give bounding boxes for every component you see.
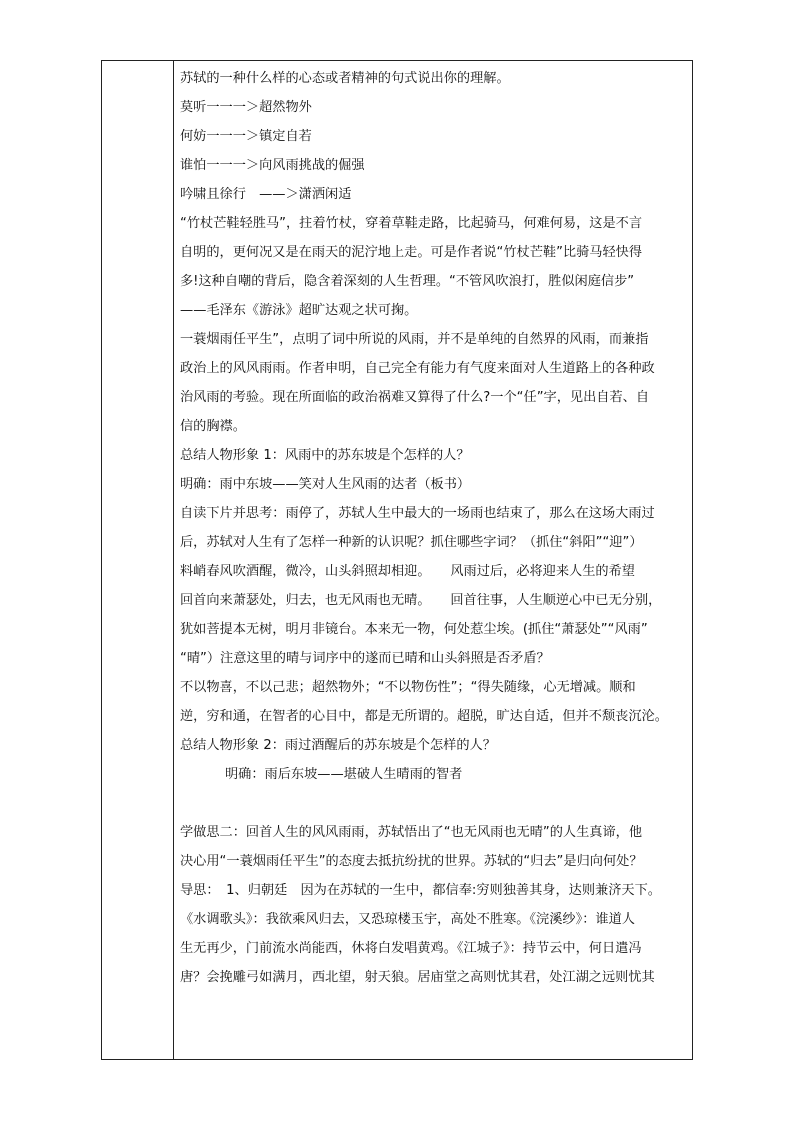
text-line: 回首向来萧瑟处，归去，也无风雨也无晴。 回首往事，人生顺逆心中已无分别，	[180, 593, 662, 608]
text-line: 逆，穷和通，在智者的心目中，都是无所谓的。超脱，旷达自适，但并不颓丧沉沦。	[180, 709, 668, 724]
blank-line	[180, 789, 686, 818]
text-line: 多!这种自嘲的背后，隐含着深刻的人生哲理。“不管风吹浪打，胜似闲庭信步”	[180, 274, 635, 289]
answer-line-1: 明确：雨中东坡——笑对人生风雨的达者（板书）	[180, 477, 471, 492]
text-line: 谁怕一一一＞向风雨挑战的倔强	[180, 158, 365, 173]
text-line: 料峭春风吹酒醒，微冷，山头斜照却相迎。 风雨过后，必将迎来人生的希望	[180, 564, 635, 579]
text-line: 自明的，更何况又是在雨天的泥泞地上走。可是作者说“竹杖芒鞋”比骑马轻快得	[180, 245, 643, 260]
text-line: 政治上的风风雨雨。作者申明，自己完全有能力有气度来面对人生道路上的各种政	[180, 361, 655, 376]
text-line: 不以物喜，不以己悲；超然物外；“不以物伤性”；“得失随缘，心无增减。顺和	[180, 680, 636, 695]
text-line: 犹如菩提本无树，明月非镜台。本来无一物，何处惹尘埃。(抓住“萧瑟处”“风雨”	[180, 622, 648, 637]
text-line: 何妨一一一＞镇定自若	[180, 129, 312, 144]
lesson-content	[180, 64, 686, 992]
text-line: 苏轼的一种什么样的心态或者精神的句式说出你的理解。	[180, 71, 510, 86]
text-line: 决心用“一蓑烟雨任平生”的态度去抵抗纷扰的世界。苏轼的“归去”是归向何处？	[180, 854, 643, 869]
text-line: 《水调歌头》：我欲乘风归去，又恐琼楼玉宇，高处不胜寒。《浣溪纱》：谁道人	[180, 912, 635, 927]
text-line: 生无再少，门前流水尚能西，休将白发唱黄鸡。《江城子》：持节云中，何日遣冯	[180, 941, 642, 956]
text-line: “竹杖芒鞋轻胜马”，拄着竹杖，穿着草鞋走路，比起骑马，何难何易，这是不言	[180, 216, 643, 231]
summary-heading-2: 总结人物形象 2：雨过酒醒后的苏东坡是个怎样的人？	[180, 738, 496, 753]
column-divider	[173, 60, 174, 1060]
summary-heading-1: 总结人物形象 1：风雨中的苏东坡是个怎样的人？	[180, 448, 470, 463]
text-line: 学做思二：回首人生的风风雨雨，苏轼悟出了“也无风雨也无晴”的人生真谛，他	[180, 825, 643, 840]
guide-line: 导思： 1、归朝廷 因为在苏轼的一生中，都信奉:穷则独善其身，达则兼济天下。	[180, 883, 661, 898]
text-line: 信的胸襟。	[180, 419, 246, 434]
text-line: ——毛泽东《游泳》超旷达观之状可掬。	[180, 303, 418, 318]
text-line: 唐？会挽雕弓如满月，西北望，射天狼。居庙堂之高则忧其君，处江湖之远则忧其	[180, 970, 655, 985]
text-line: 自读下片并思考：雨停了，苏轼人生中最大的一场雨也结束了，那么在这场大雨过	[180, 506, 655, 521]
text-line: 后，苏轼对人生有了怎样一种新的认识呢？抓住哪些字词？（抓住“斜阳”“迎”）	[180, 535, 643, 550]
text-line: 一蓑烟雨任平生”，点明了词中所说的风雨，并不是单纯的自然界的风雨，而兼指	[180, 332, 649, 347]
text-line: 莫听一一一＞超然物外	[180, 100, 312, 115]
answer-line-2: 明确：雨后东坡——堪破人生晴雨的智者	[225, 767, 463, 782]
text-line: 治风雨的考验。现在所面临的政治祸难又算得了什么?一个“任”字，见出自若、自	[180, 390, 650, 405]
text-line: “晴”）注意这里的晴与词序中的遂而已晴和山头斜照是否矛盾？	[180, 651, 550, 666]
text-line: 吟啸且徐行 ——＞潇洒闲适	[180, 187, 352, 202]
